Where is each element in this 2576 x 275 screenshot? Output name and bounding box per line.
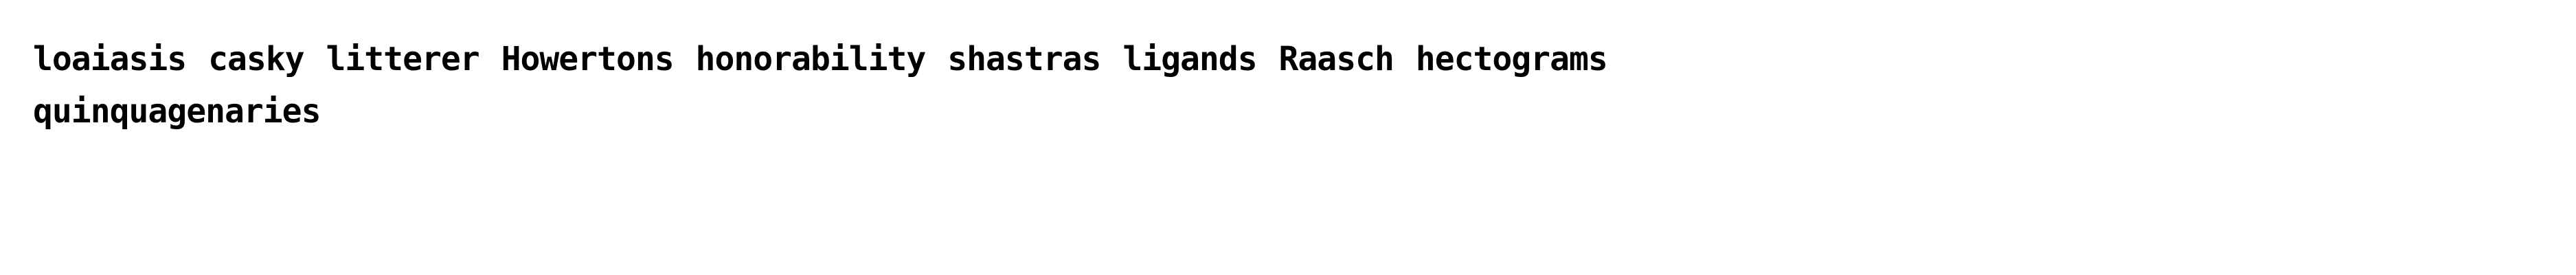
text-paragraph: loaiasis casky litterer Howertons honorability shastras ligands Raasch hectograms quinquagenaries [33, 40, 1607, 131]
